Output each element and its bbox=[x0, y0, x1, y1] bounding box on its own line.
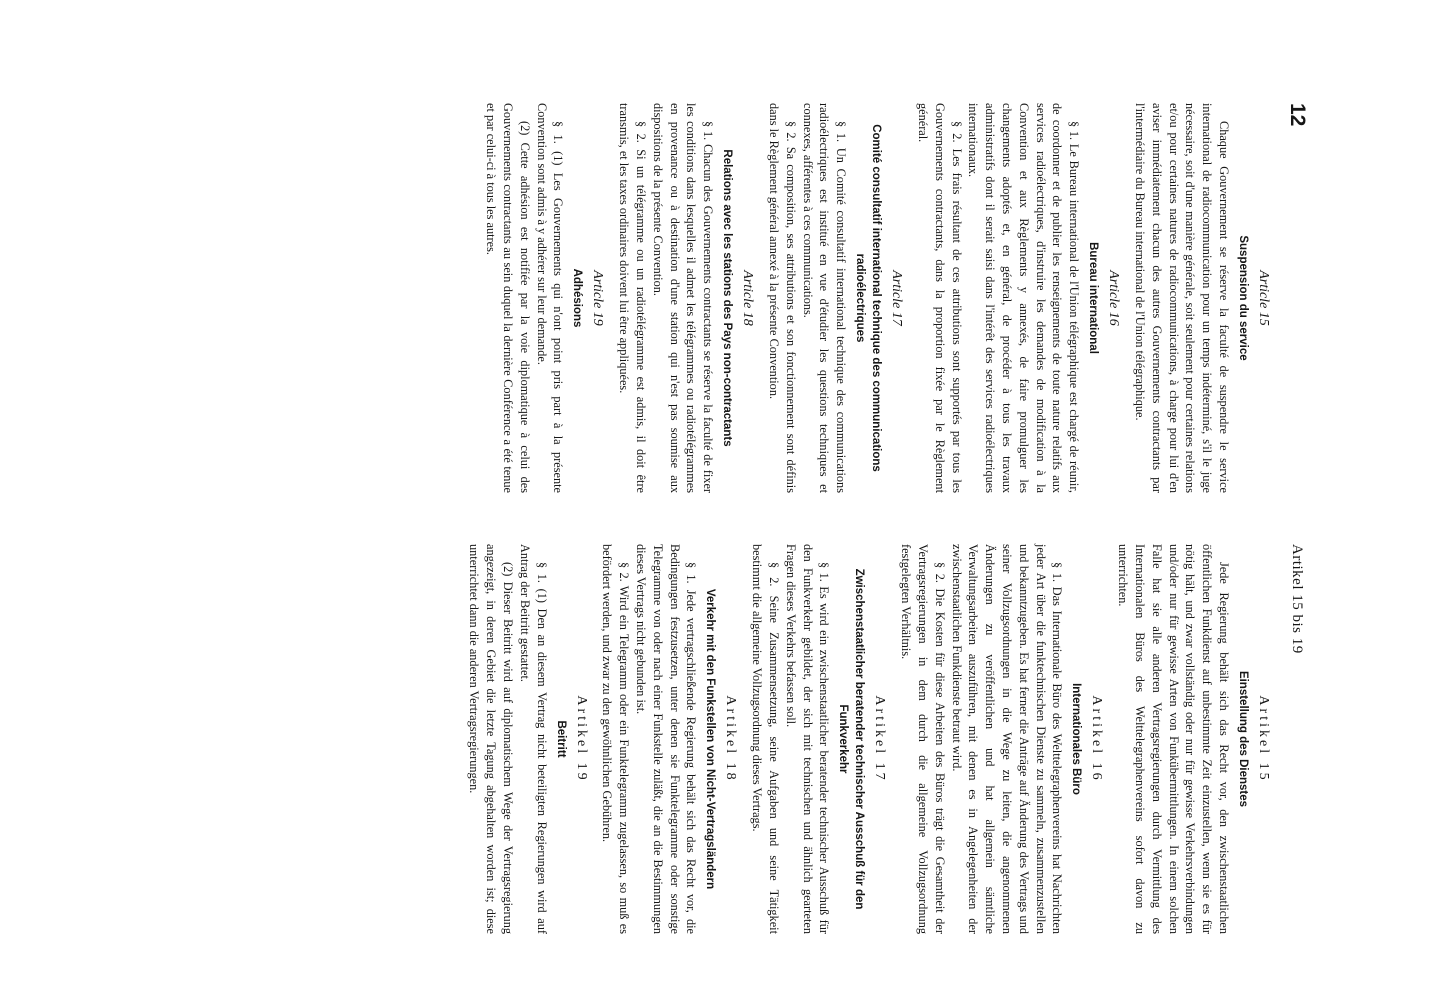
article bbox=[897, 544, 1106, 934]
article-paragraph: § 2. Sa composition, ses attributions et son fonctionnement sont définis dans le Règlement général annexé à la présente Convention. bbox=[767, 103, 798, 493]
article-number: Artikel 19 bbox=[573, 695, 589, 783]
article-number: Article 17 bbox=[889, 270, 905, 326]
article bbox=[748, 544, 889, 934]
article-title: Beitritt bbox=[554, 720, 567, 758]
article-title: Adhésions bbox=[571, 268, 584, 328]
article-paragraph: Chaque Gouvernement se réserve la faculté de suspendre le service international de radiocommunication pour un temps indéterminé, s'il le juge nécessaire, soit d'une manière générale, soit seulement pour certaines relations et/ou pour certaines natures de radiocommunications, à charge pour lui d'en aviser immédiatement chacun des autres Gouvernements contractants par l'intermédiaire du Bureau international de l'Union télégraphique. bbox=[1133, 103, 1231, 493]
article-paragraph: § 1. Das Internationale Büro des Welttelegraphenvereins hat Nachrichten jeder Art über die funktechnischen Dienste zu sammeln, zusammenzustellen und bekanntzugeben. Es hat ferner die Anträge auf Änderung des Vertrags und seiner Vollzugsordnungen in die Wege zu leiten, die angenommenen Änderungen zu veröffentlichen und hat allgemein sämtliche Verwaltungsarbeiten auszuführen, mit denen es in Angelegenheiten der zwischenstaatlichen Funkdienste betraut wird. bbox=[949, 544, 1065, 934]
article-paragraph: § 2. Si un télégramme ou un radiotélégramme est admis, il doit être transmis, et les taxes ordinaires doivent lui être appliquées. bbox=[617, 103, 649, 493]
article bbox=[765, 103, 906, 493]
digitization-note bbox=[0, 605, 2, 985]
article-paragraph: § 1. (1) Den an diesem Vertrag nicht beteiligten Regierungen wird auf Antrag der Beitritt gestattet. bbox=[517, 544, 549, 934]
article-paragraph: § 2. Seine Zusammensetzung, seine Aufgaben und seine Tätigkeit bestimmt die allgemeine Vollzugsordnung dieses Vertrags. bbox=[750, 544, 782, 934]
article-title: Bureau international bbox=[1087, 242, 1100, 354]
article-number: Article 18 bbox=[740, 270, 756, 326]
article-paragraph: Jede Regierung behält sich das Recht vor, den zwischenstaatlichen öffentlichen Funkdienst auf unbestimmte Zeit einzustellen, wenn sie es für nötig hält, und zwar vollständig oder nur für gewisse Verkehrsverbindungen und/oder nur für gewisse Arten von Funkübermittlungen. In einem solchen Falle hat sie alle anderen Vertragsregierungen durch Vermittlung des Internationalen Büros des Welttelegraphenvereins sofort davon zu unterrichten. bbox=[1116, 544, 1231, 934]
article bbox=[615, 103, 757, 493]
article-paragraph: § 1. Chacun des Gouvernements contractants se réserve la faculté de fixer les conditions dans lesquelles il admet les télégrammes ou radiotélégrammes en provenance ou à destination d'une station qui n'est pas soumise aux dispositions de la présente Convention. bbox=[650, 103, 716, 493]
article-title: Verkehr mit den Funkstellen von Nicht-Vertragsländern bbox=[704, 588, 717, 890]
article-paragraph: (2) Dieser Beitritt wird auf diplomatischem Wege der Vertragsregierung angezeigt, in deren Gebiet die letzte Tagung abgehalten worden ist; diese unterrichtet dann die anderen Vertragsregierungen. bbox=[467, 544, 516, 934]
article bbox=[1131, 103, 1273, 493]
article-number: Article 16 bbox=[1106, 270, 1122, 326]
article bbox=[599, 544, 741, 934]
article-paragraph: § 1. Es wird ein zwischenstaatlicher beratender technischer Ausschuß für den Funkverkehr gebildet, der sich mit technischen und ähnlich gearteten Fragen dieses Verkehrs befassen soll. bbox=[783, 544, 832, 934]
page-header bbox=[1277, 55, 1317, 991]
article-number: Article 15 bbox=[1256, 270, 1271, 326]
article-paragraph: (2) Cette adhésion est notifiée par la voie diplomatique à celui des Gouvernements contractants au sein duquel la dernière Conférence a été tenue et par celui-ci à tous les autres. bbox=[484, 103, 532, 493]
article-title: Comité consultatif international technique des communications radioélectriques bbox=[854, 124, 883, 472]
document-page bbox=[117, 55, 1317, 991]
article-paragraph: § 1. Jede vertragschließende Regierung behält sich das Recht vor, die Bedingungen festzusetzen, unter denen sie Funktelegramme oder sonstige Telegramme von oder nach einer Funkstelle zuläßt, die an die Bestimmungen dieses Vertrags nicht gebunden ist. bbox=[634, 544, 699, 934]
article-paragraph: § 1. Un Comité consultatif international technique des communications radioélectriques est institué en vue d'étudier les questions techniques et connexes, afférentes à ces communications. bbox=[800, 103, 849, 493]
article-title: Zwischenstaatlicher beratender technischer Ausschuß für den Funkverkehr bbox=[837, 568, 866, 910]
article-paragraph: § 2. Die Kosten für diese Arbeiten des Büros trägt die Gesamtheit der Vertragsregierungen in dem durch die allgemeine Vollzugsordnung festgelegten Verhältnis. bbox=[899, 544, 947, 934]
german-column bbox=[466, 544, 1273, 934]
article bbox=[1114, 544, 1273, 934]
article-paragraph: § 2. Wird ein Telegramm oder ein Funktelegramm zugelassen, so muß es befördert werden, und zwar zu den gewöhnlichen Gebühren. bbox=[600, 544, 632, 934]
article-number: Artikel 16 bbox=[1089, 695, 1105, 783]
running-head: Artikel 15 bis 19 bbox=[1289, 544, 1305, 654]
article bbox=[483, 103, 608, 493]
article-title: Relations avec les stations des Pays non-contractants bbox=[721, 149, 734, 447]
page-number: 12 bbox=[1286, 103, 1309, 127]
article-number: Artikel 18 bbox=[723, 695, 739, 783]
article-number: Artikel 17 bbox=[872, 695, 888, 783]
french-column bbox=[483, 103, 1274, 493]
article-number: Artikel 15 bbox=[1256, 695, 1271, 783]
article-paragraph: § 1. Le Bureau international de l'Union télégraphique est chargé de réunir, de coordonner et de publier les renseignements de toute nature relatifs aux services radioélectriques, d'instruire les demandes de modification à la Convention et aux Règlements y annexés, de faire promulguer les changements adoptés et, en général, de procéder à tous les travaux administratifs dont il serait saisi dans l'intérêt des services radioélectriques internationaux. bbox=[966, 103, 1082, 493]
article-title: Suspension du service bbox=[1237, 235, 1249, 361]
article-number: Article 19 bbox=[590, 270, 606, 326]
article bbox=[466, 544, 591, 934]
article-paragraph: § 1. (1) Les Gouvernements qui n'ont point pris part à la présente Convention sont admis à y adhérer sur leur demande. bbox=[534, 103, 566, 493]
article-title: Einstellung des Dienstes bbox=[1237, 670, 1249, 808]
article-title: Internationales Büro bbox=[1070, 683, 1083, 795]
article bbox=[914, 103, 1123, 493]
article-paragraph: § 2. Les frais résultant de ces attributions sont supportés par tous les Gouvernements contractants, dans la proportion fixée par le Règlement général. bbox=[916, 103, 964, 493]
